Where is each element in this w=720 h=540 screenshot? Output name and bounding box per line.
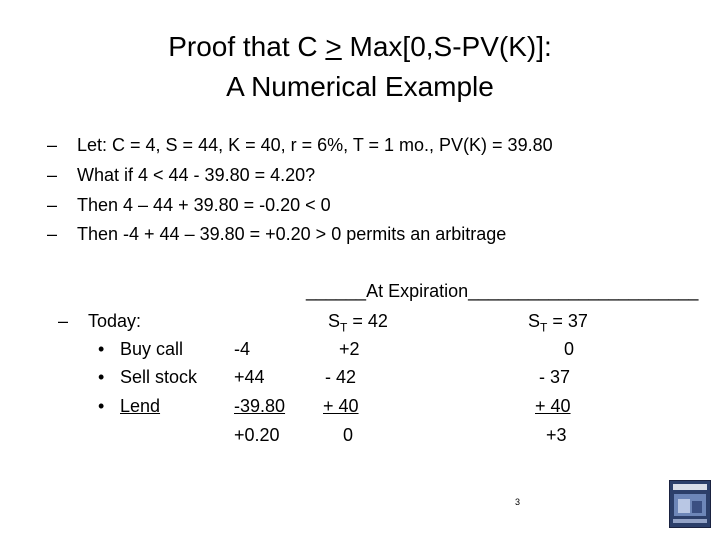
bullet-dash: – xyxy=(47,195,58,215)
bullet-item xyxy=(47,194,331,216)
bullet-dash: – xyxy=(47,224,58,244)
expiration-header: ______At Expiration_______________________ xyxy=(306,281,699,301)
today-value: -4 xyxy=(234,339,251,359)
st-subscript: T xyxy=(340,320,348,335)
bullet-item xyxy=(47,164,315,186)
bullet-dash: – xyxy=(47,165,58,185)
bullet-text: Then 4 – 44 + 39.80 = -0.20 < 0 xyxy=(77,195,331,215)
st-label: S xyxy=(328,311,341,331)
today-label: Today: xyxy=(88,311,142,331)
today-value: -39.80 xyxy=(234,396,286,416)
row-label xyxy=(98,395,160,417)
row-label-text: Lend xyxy=(120,396,161,416)
st42-value: - 42 xyxy=(325,367,357,387)
st37-total: +3 xyxy=(546,425,567,445)
row-label-text: Buy call xyxy=(120,339,184,359)
st37-header xyxy=(528,310,588,339)
st42-value: + 40 xyxy=(323,396,359,416)
st42-header xyxy=(328,310,388,339)
row-label xyxy=(98,366,197,388)
st37-value: - 37 xyxy=(539,367,571,387)
bullet-text: What if 4 < 44 - 39.80 = 4.20? xyxy=(77,165,316,185)
bullet-item xyxy=(47,223,506,245)
slide-title-line1 xyxy=(0,30,720,64)
today-dash: – xyxy=(58,311,69,331)
st-value: = 42 xyxy=(347,311,388,331)
title-text: Proof that C xyxy=(168,31,326,62)
st37-value: 0 xyxy=(564,339,575,359)
today-label-row xyxy=(58,310,141,332)
page-number: 3 xyxy=(515,497,521,507)
row-bullet: • xyxy=(98,367,105,387)
st-label: S xyxy=(528,311,541,331)
book-cover-icon xyxy=(669,480,711,528)
row-bullet: • xyxy=(98,339,105,359)
row-bullet: • xyxy=(98,396,105,416)
st-subscript: T xyxy=(540,320,548,335)
st-value: = 37 xyxy=(547,311,588,331)
today-total: +0.20 xyxy=(234,425,280,445)
bullet-dash: – xyxy=(47,135,58,155)
st37-value: + 40 xyxy=(535,396,571,416)
today-value: +44 xyxy=(234,367,265,387)
row-label xyxy=(98,338,183,360)
row-label-text: Sell stock xyxy=(120,367,198,387)
title-ge-symbol: > xyxy=(325,31,342,62)
bullet-text: Let: C = 4, S = 44, K = 40, r = 6%, T = 1 mo., PV(K) = 39.80 xyxy=(77,135,553,155)
slide-title-line2: A Numerical Example xyxy=(226,71,494,102)
title-text-end: Max[0,S-PV(K)]: xyxy=(341,31,552,62)
st42-total: 0 xyxy=(343,425,354,445)
bullet-item xyxy=(47,134,553,156)
bullet-text: Then -4 + 44 – 39.80 = +0.20 > 0 permits an arbitrage xyxy=(77,224,507,244)
st42-value: +2 xyxy=(339,339,360,359)
